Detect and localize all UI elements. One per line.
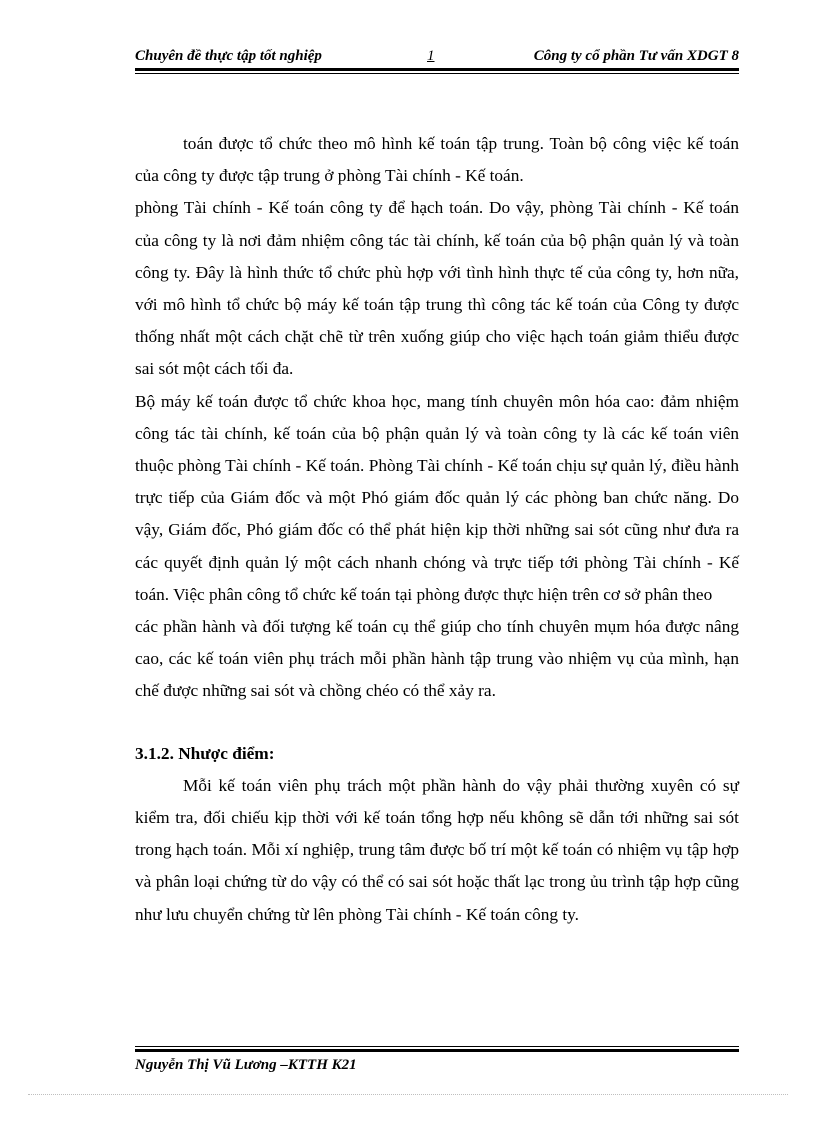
header-rule-thin	[135, 73, 739, 74]
paragraph-2: phòng Tài chính - Kế toán công ty để hạch toán. Do vậy, phòng Tài chính - Kế toán của công ty là nơi đảm nhiệm công tác tài chính, kế toán của bộ phận quản lý và toàn công ty. Đây là hình thức tổ chức phù hợp với tình hình thực tế của công ty, hơn nữa, với mô hình tổ chức bộ máy kế toán tập trung thì công tác kế toán của Công ty được thống nhất một cách chặt chẽ từ trên xuống giúp cho việc hạch toán giảm thiểu được sai sót một cách tối đa.	[135, 198, 739, 379]
page-header	[135, 46, 739, 68]
page-bottom-dotted-line	[28, 1094, 788, 1095]
paragraph-3: Bộ máy kế toán được tổ chức khoa học, mang tính chuyên môn hóa cao: đảm nhiệm công tác tài chính, kế toán của bộ phận quản lý và toàn công ty là các kế toán viên thuộc phòng Tài chính - Kế toán. Phòng Tài chính - Kế toán chịu sự quản lý, điều hành trực tiếp của Giám đốc và một Phó giám đốc quản lý các phòng ban chức năng. Do vậy, Giám đốc, Phó giám đốc có thể phát hiện kịp thời những sai sót cũng như đưa ra các quyết định quản lý một cách nhanh chóng và trực tiếp tới phòng Tài chính - Kế toán. Việc phân công tổ chức kế toán tại phòng được thực hiện trên cơ sở phân theo	[135, 391, 739, 604]
footer-author: Nguyễn Thị Vũ Lương –KTTH K21	[135, 1057, 357, 1073]
paragraph-1: toán được tổ chức theo mô hình kế toán tập trung. Toàn bộ công việc kế toán của công ty được tập trung ở phòng Tài chính - Kế toán.	[135, 134, 739, 186]
header-company-name: Công ty cổ phần Tư vấn XDGT 8	[533, 48, 739, 64]
section-heading: 3.1.2. Nhược điểm:	[135, 743, 275, 763]
footer-rule-thick	[135, 1049, 739, 1052]
header-page-number: 1	[427, 48, 435, 64]
paragraph-5: Mỗi kế toán viên phụ trách một phần hành do vậy phải thường xuyên có sự kiểm tra, đối chiếu kịp thời với kế toán tổng hợp nếu không sẽ dẫn tới những sai sót trong hạch toán. Mỗi xí nghiệp, trung tâm được bố trí một kế toán có nhiệm vụ tập hợp và phân loại chứng từ do vậy có thể có sai sót hoặc thất lạc trong ủu trình tập hợp cũng như lưu chuyển chứng từ lên phòng Tài chính - Kế toán công ty.	[135, 775, 739, 924]
document-body	[135, 128, 739, 931]
footer-rule-thin	[135, 1046, 739, 1047]
header-document-title: Chuyên đề thực tập tốt nghiệp	[135, 48, 322, 64]
paragraph-4: các phần hành và đối tượng kế toán cụ thể giúp cho tính chuyên mụm hóa được nâng cao, các kế toán viên phụ trách mỗi phần hành tập trung vào nhiệm vụ của mình, hạn chế được những sai sót và chồng chéo có thể xảy ra.	[135, 617, 739, 701]
header-rule-thick	[135, 68, 739, 71]
